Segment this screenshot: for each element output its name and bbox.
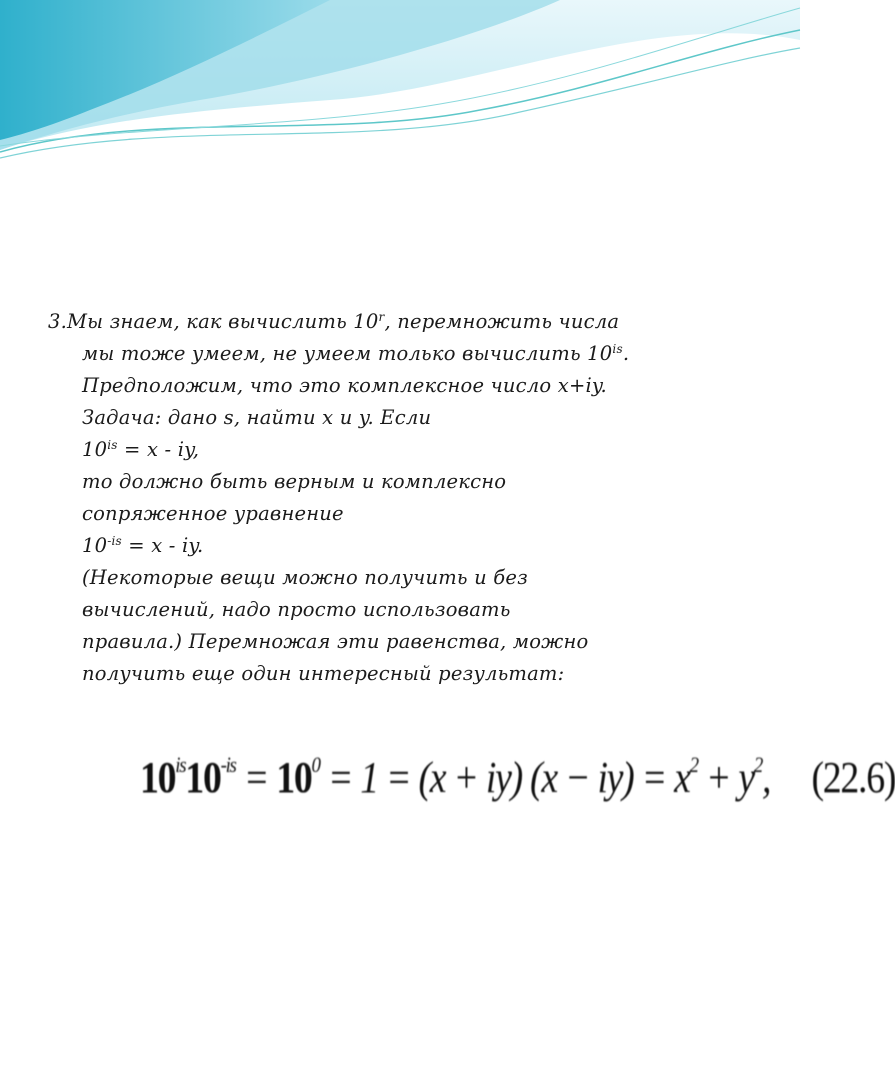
formula-image [140, 712, 895, 852]
text-line: мы тоже умеем, не умеем только вычислить $10^{is}$. [82, 342, 630, 365]
text-line: $10^{-is} = x$ - iy. [82, 534, 204, 557]
text-line: получить еще один интересный результат: [82, 662, 565, 685]
text-line: Предположим, что это комплексное число x+iy. [82, 374, 607, 397]
text-line: правила.) Перемножая эти равенства, можно [82, 630, 589, 653]
text-line: (Некоторые вещи можно получить и без [82, 566, 528, 589]
text-line: сопряженное уравнение [82, 502, 344, 525]
text-line: 3.Мы знаем, как вычислить 10$^r$, перемножить числа [48, 310, 620, 333]
equation-number: (22.6) [811, 753, 895, 802]
formula-22-6: $10^{is}10^{-is} = 10^0 = 1 = (x + iy) (x - iy) = x^2 + y^2$, (22.6) [140, 752, 895, 802]
text-line: Задача: дано s, найти x и y. Если [82, 406, 432, 429]
text-line: $10^{is} = x$ - iy, [82, 438, 200, 461]
text-line: вычислений, надо просто использовать [82, 598, 511, 621]
text-line: то должно быть верным и комплексно [82, 470, 507, 493]
slide-body-text [48, 306, 768, 690]
wave-header-decoration [0, 0, 800, 175]
